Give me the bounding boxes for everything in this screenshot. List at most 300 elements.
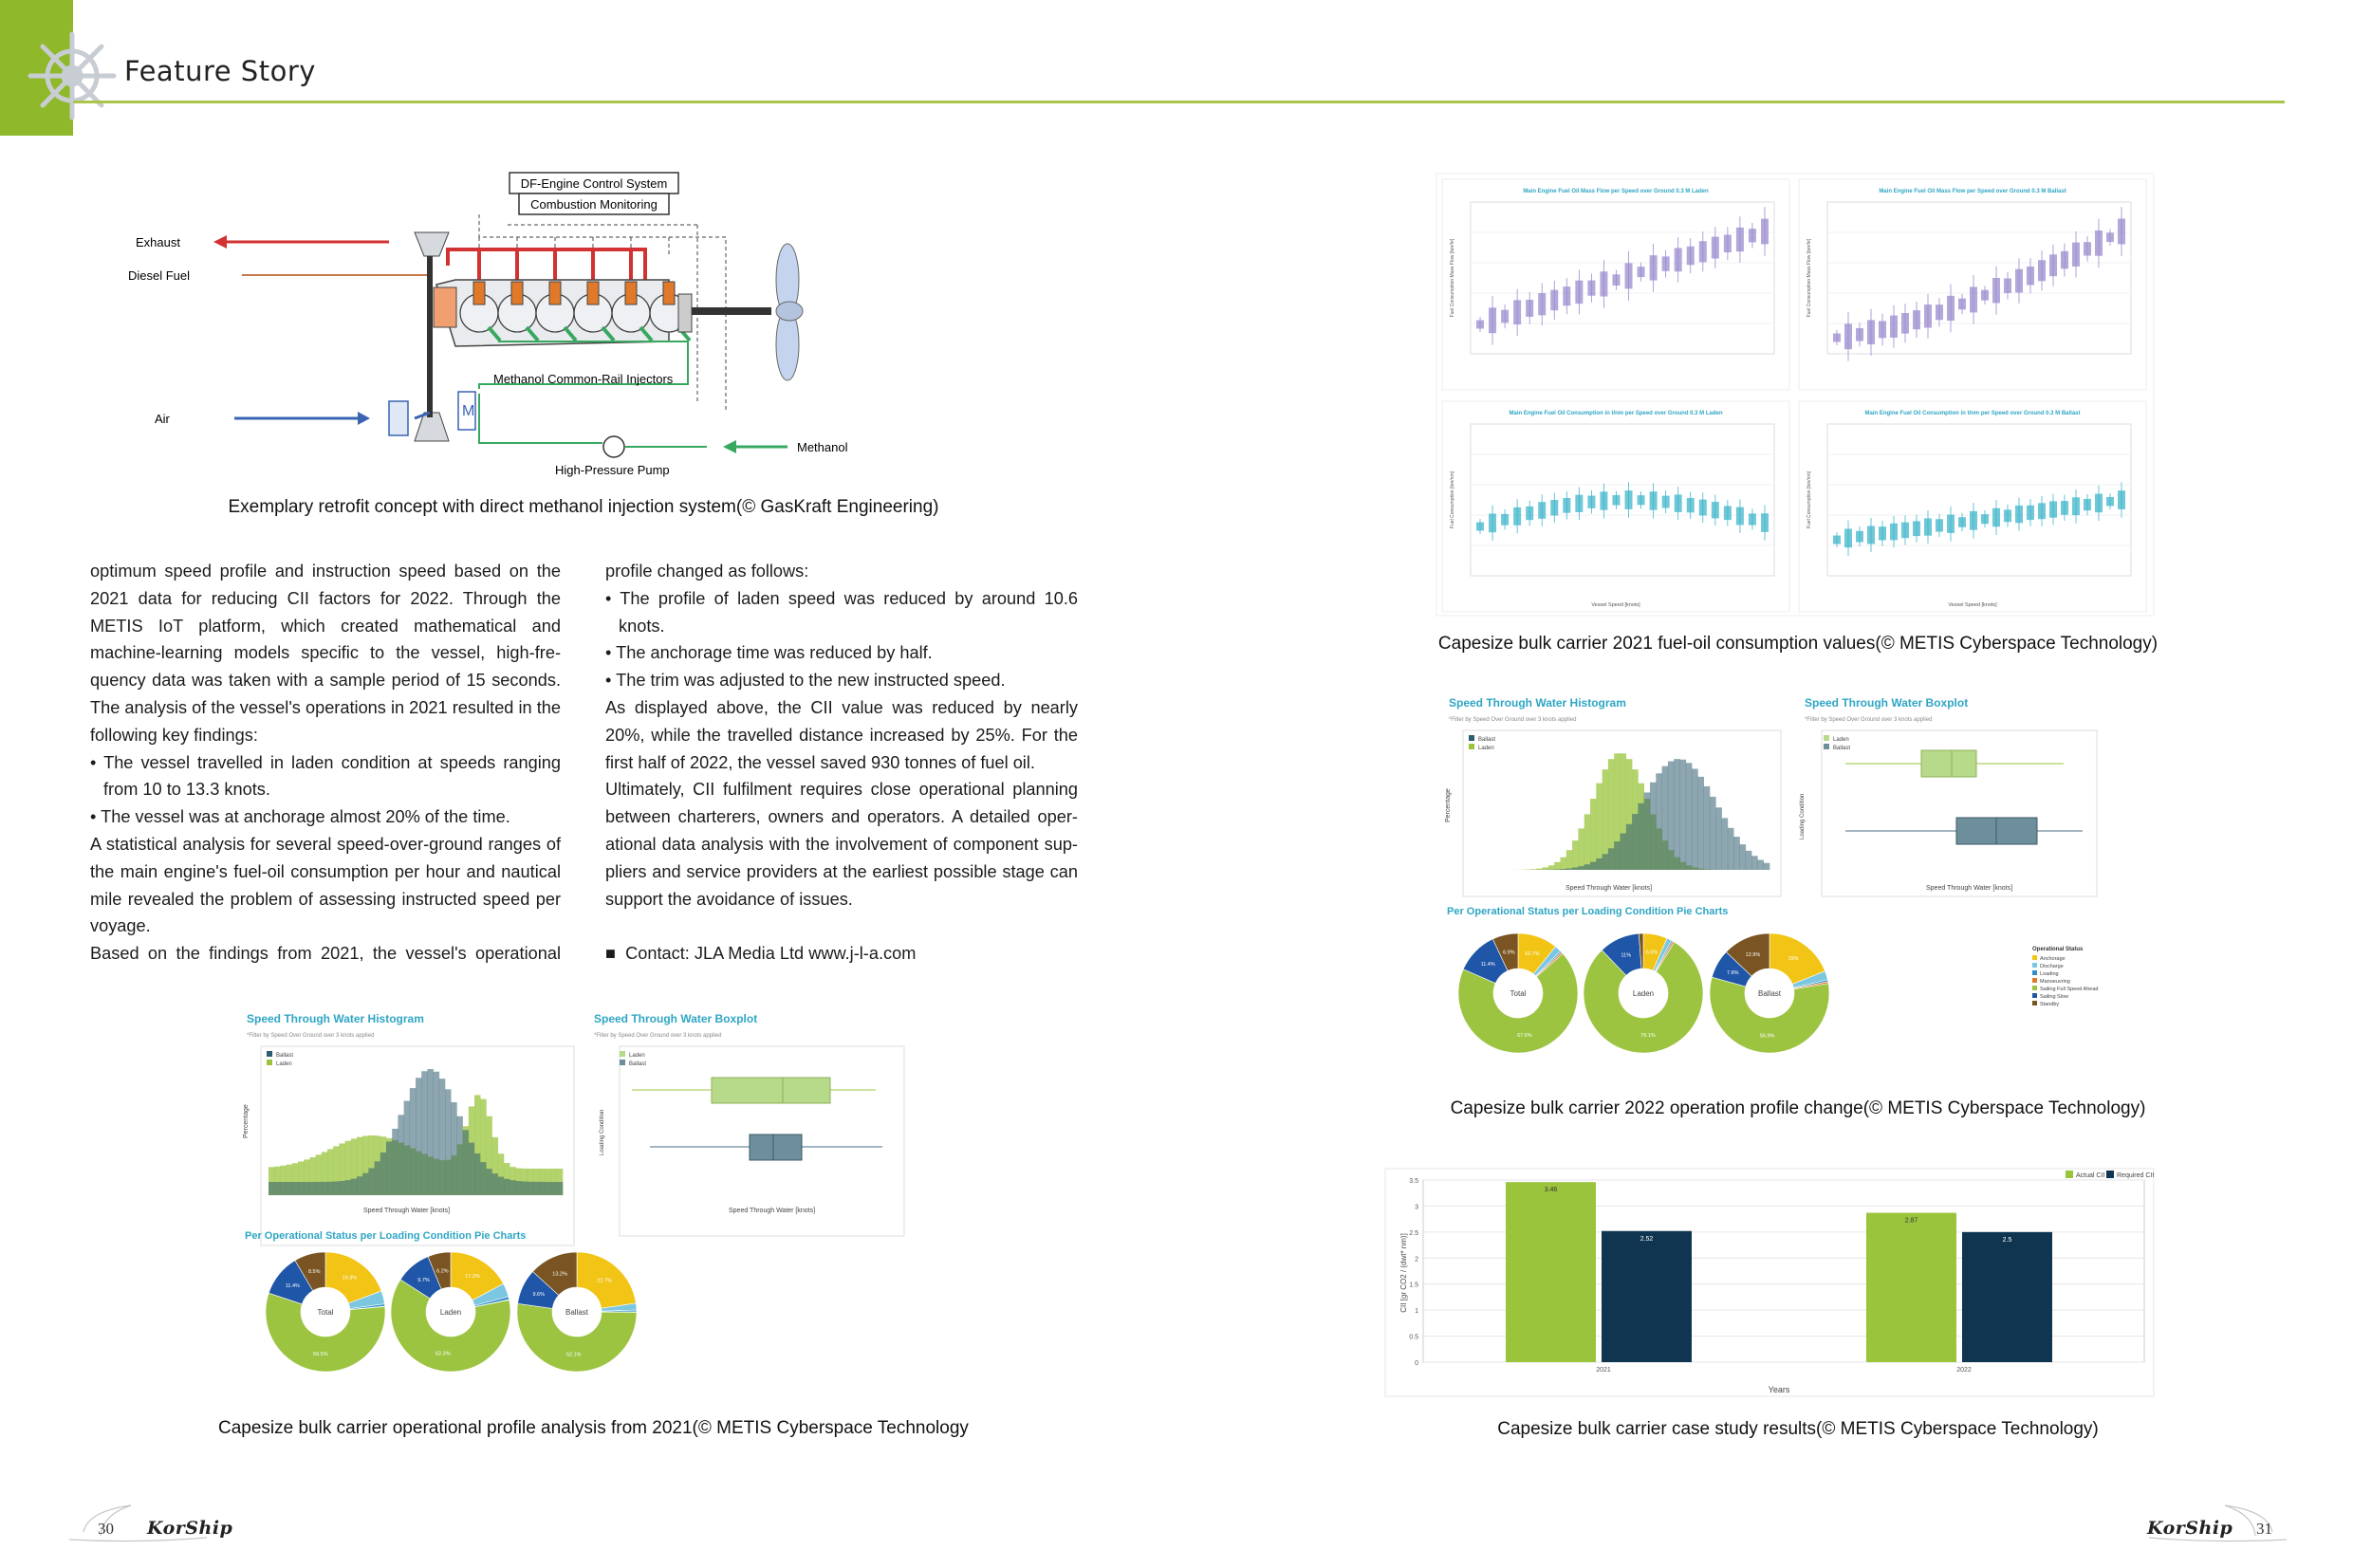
svg-text:M: M (462, 403, 475, 419)
hist-bar-ballast (274, 1182, 281, 1195)
hist-bar-ballast (522, 1182, 528, 1195)
cii-x-tick-label: 2021 (1596, 1367, 1611, 1374)
hist-bar-ballast (410, 1088, 417, 1195)
col1-para1: optimum speed profile and instruction speed based on the (90, 562, 561, 581)
consumption-box (2062, 251, 2068, 268)
consumption-box (1601, 272, 1607, 296)
contact-line (605, 940, 1078, 968)
right-box-title: Speed Through Water Boxplot (1805, 696, 1969, 710)
hist-bar-ballast (1740, 844, 1747, 870)
consumption-box (1936, 305, 1943, 320)
status-legend-swatch (2032, 986, 2037, 990)
consumption-box (1982, 515, 1989, 524)
consumption-box (2096, 231, 2103, 255)
hist-bar-laden (1590, 799, 1597, 870)
hist-bar-ballast (362, 1173, 369, 1195)
consumption-box (1845, 529, 1852, 547)
diesel-label: Diesel Fuel (128, 268, 191, 283)
consumption-box (1564, 287, 1570, 305)
status-legend-swatch (2032, 963, 2037, 968)
cii-bar-value-label: 2.52 (1640, 1235, 1654, 1243)
consumption-box (1662, 496, 1669, 507)
pump-label: High-Pressure Pump (555, 463, 670, 477)
hist-bar-ballast (480, 1162, 487, 1195)
pie-slice-label: 19.3% (342, 1275, 358, 1282)
status-legend-item: Sailing Slow (2040, 994, 2068, 1000)
hist-bar-ballast (551, 1182, 558, 1195)
article-column-1: optimum speed profile and instruction speed based on the 2021 data for reducing CII factors for 2022. Through the METIS IoT platform, which created mathematical and machine-learning models specific to the vessel, high-fre- quency data was taken with a sample period of 15 seconds. The analysis of the vessel's operations in 2021 resulted in the following key findings: • The vessel travelled in laden condition at speeds ranging from 10 to 13.3 knots. • The vessel was at anchorage almost 20% of the time. A statistical analysis for several speed-over-ground ranges of the main engine's fuel-oil consumption per hour and nautical mile revealed the problem of assessing instructed speed per voyage. Based on the findings from 2021, the vessel's operational (90, 558, 561, 968)
consumption-box (2016, 269, 2023, 292)
cii-bar-chart (1362, 1159, 2177, 1408)
hist-bar-ballast (292, 1182, 299, 1195)
hist-bar-ballast (416, 1078, 422, 1195)
consumption-box (1650, 492, 1657, 509)
hist-bar-laden (1578, 828, 1584, 870)
right-hist-title: Speed Through Water Histogram (1449, 696, 1626, 710)
header-rule (73, 101, 2285, 103)
consumption-box (2050, 502, 2057, 517)
consumption-ylabel: Fuel Consumption Mass Flow [ton/hr] (1806, 238, 1812, 318)
hist-bar-ballast (557, 1182, 564, 1195)
hist-bar-ballast (469, 1143, 475, 1195)
pie-slice-label: 62.3% (435, 1351, 451, 1357)
consumption-box (1588, 496, 1595, 507)
consumption-box (1724, 507, 1731, 520)
consumption-box (2039, 504, 2046, 519)
status-legend-item: Discharge (2040, 964, 2064, 969)
right-hist-legend-laden: Laden (1478, 746, 1494, 751)
status-legend-item: Standby (2040, 1002, 2060, 1007)
cii-legend-actual: Actual CII (2076, 1172, 2105, 1179)
diagram-control-label: DF-Engine Control System (520, 176, 668, 191)
hist-bar-ballast (316, 1182, 323, 1195)
hist-bar-ballast (545, 1182, 551, 1195)
consumption-xlabel: Vessel Speed [knots] (1591, 602, 1640, 608)
consumption-box (2028, 506, 2034, 519)
exhaust-label: Exhaust (136, 235, 180, 249)
consumption-box (1514, 507, 1521, 525)
consumption-box (1749, 230, 1755, 242)
left-pie-charts (266, 1252, 637, 1372)
consumption-box (1834, 536, 1841, 544)
cii-y-tick-label: 1.5 (1409, 1282, 1418, 1289)
consumption-box (1948, 296, 1955, 320)
hist-bar-ballast (1728, 828, 1734, 870)
consumption-box (1638, 267, 1644, 277)
air-label: Air (155, 412, 170, 426)
consumption-box (1845, 324, 1852, 349)
consumption-box (1576, 495, 1583, 511)
hist-bar-laden (1596, 784, 1603, 870)
consumption-box (1925, 305, 1932, 327)
status-legend-swatch (2032, 993, 2037, 998)
hist-bar-ballast (1674, 759, 1680, 870)
cii-y-tick-label: 0.5 (1409, 1334, 1418, 1341)
pie-slice-label: 19% (1788, 956, 1799, 963)
hist-bar-ballast (515, 1181, 522, 1195)
consumption-xlabel: Vessel Speed [knots] (1948, 602, 1997, 608)
hist-bar-ballast (1614, 841, 1621, 870)
consumption-box (1736, 507, 1743, 525)
consumption-box (1625, 264, 1632, 288)
hist-bar-ballast (1596, 858, 1603, 870)
pie-slice-label: 6.5% (1645, 950, 1658, 956)
hist-bar-ballast (1626, 824, 1633, 870)
consumption-box (1902, 523, 1909, 538)
consumption-box (1601, 492, 1607, 509)
consumption-box (2050, 255, 2057, 276)
consumption-box (1687, 498, 1694, 511)
hist-bar-ballast (1554, 869, 1561, 870)
pie-slice-label: 6.9% (1503, 950, 1515, 956)
hist-bar-ballast (498, 1177, 505, 1195)
left-footer-brand: KorShip (147, 1518, 233, 1539)
hist-bar-ballast (539, 1182, 546, 1195)
consumption-box (1625, 491, 1632, 509)
left-box-ylabel: Loading Condition (600, 1109, 605, 1155)
hist-bar-laden (1584, 814, 1591, 870)
hist-bar-ballast (1621, 834, 1627, 870)
pump-symbol (603, 436, 624, 457)
consumption-box (2107, 233, 2114, 242)
consumption-box (1699, 500, 1706, 515)
hist-bar-ballast (357, 1176, 363, 1195)
consumption-box (1857, 531, 1863, 542)
left-box-legend-laden: Laden (629, 1053, 645, 1059)
left-box-legend-ballast: Ballast (629, 1061, 647, 1067)
hist-bar-ballast (345, 1180, 352, 1195)
cii-xlabel: Years (1768, 1385, 1790, 1394)
status-legend (2032, 955, 2098, 1007)
left-box-title: Speed Through Water Boxplot (594, 1012, 758, 1025)
cii-bar-value-label: 2.87 (1904, 1217, 1918, 1225)
hist-bar-ballast (1746, 851, 1752, 870)
cii-bar (1866, 1213, 1956, 1362)
status-legend-swatch (2032, 1001, 2037, 1005)
consumption-panel-title: Main Engine Fuel Oil Consumption in t/nm per Speed over Ground 0.3 M Laden (1509, 411, 1723, 416)
cii-bar (1602, 1231, 1692, 1362)
consumption-box (2107, 497, 2114, 505)
consumption-box (1880, 527, 1886, 540)
hist-bar-ballast (1584, 864, 1591, 870)
cii-y-tick-label: 3 (1415, 1204, 1418, 1211)
consumption-box (1527, 507, 1533, 519)
pie-center-label: Ballast (565, 1308, 589, 1317)
status-legend-item: Loading (2040, 971, 2059, 977)
hist-bar-ballast (504, 1179, 510, 1195)
hist-bar-ballast (528, 1182, 534, 1195)
hist-bar-ballast (1733, 837, 1740, 870)
hist-bar-ballast (327, 1182, 334, 1195)
cii-y-tick-label: 3.5 (1409, 1178, 1418, 1185)
cii-caption: Capesize bulk carrier case study results(© METIS Cyberspace Technology) (1497, 1419, 2099, 1439)
hist-bar-ballast (1686, 763, 1693, 870)
cii-bar (1962, 1232, 2052, 1362)
right-box-xlabel: Speed Through Water [knots] (1926, 885, 2013, 892)
cii-bar-value-label: 2.5 (2002, 1236, 2012, 1244)
fuel-consumption-boxplots (1436, 174, 2154, 616)
hist-bar-ballast (386, 1141, 393, 1195)
hist-bar-ballast (463, 1130, 470, 1195)
consumption-box (1959, 518, 1966, 527)
hist-bar-ballast (1697, 777, 1704, 870)
consumption-ylabel: Fuel Consumption [ton/nm] (1806, 470, 1812, 529)
left-hist-legend-ballast: Ballast (276, 1053, 294, 1059)
consumption-box (1477, 523, 1484, 530)
injectors-label: Methanol Common-Rail Injectors (493, 372, 674, 386)
hist-bar-ballast (287, 1182, 293, 1195)
consumption-box (1749, 514, 1755, 525)
status-legend-item: Manoeuvring (2040, 979, 2070, 985)
status-legend-swatch (2032, 970, 2037, 975)
consumption-box (1993, 508, 2000, 526)
left-figure-caption: Capesize bulk carrier operational profile analysis from 2021(© METIS Cyberspace Technology (218, 1418, 969, 1438)
left-box-ballast (750, 1134, 802, 1160)
pie-slice-label: 8.5% (307, 1269, 321, 1276)
cii-y-tick-label: 2 (1415, 1256, 1418, 1264)
methanol-label: Methanol (797, 440, 848, 454)
consumption-box (2016, 506, 2023, 522)
left-hist-xlabel: Speed Through Water [knots] (363, 1208, 451, 1214)
hist-bar-ballast (1715, 807, 1722, 870)
hist-bar-ballast (309, 1182, 316, 1195)
left-box-laden (712, 1078, 830, 1103)
right-footer-brand: KorShip (2147, 1518, 2233, 1539)
hist-bar-ballast (1632, 814, 1639, 870)
hist-bar-ballast (533, 1182, 540, 1195)
cii-legend-required: Required CII (2117, 1172, 2155, 1179)
hist-bar-ballast (1656, 773, 1662, 870)
left-operational-profile-figure (240, 1005, 914, 1404)
right-box-ylabel: Loading Condition (1800, 793, 1806, 839)
pie-slice-label: 7.8% (1727, 970, 1739, 977)
consumption-box (1762, 514, 1769, 532)
hist-bar-ballast (1668, 762, 1675, 870)
consumption-box (1613, 275, 1620, 286)
pie-slice-label: 13.2% (552, 1271, 567, 1278)
right-hist-legend-ballast: Ballast (1478, 737, 1496, 743)
left-box-xlabel: Speed Through Water [knots] (729, 1208, 816, 1214)
hist-bar-ballast (434, 1072, 440, 1195)
hist-bar-ballast (269, 1182, 275, 1195)
status-legend-swatch (2032, 955, 2037, 960)
right-operational-profile-figure (1442, 690, 2144, 1088)
hist-bar-ballast (421, 1071, 428, 1195)
consumption-box (2005, 279, 2011, 292)
pie-slice-label: 17.2% (465, 1273, 480, 1280)
right-hist-ylabel: Percentage (1445, 788, 1452, 822)
hist-bar-laden (1543, 867, 1549, 870)
consumption-box (1925, 519, 1932, 535)
hist-bar-ballast (322, 1182, 328, 1195)
consumption-box (1675, 495, 1681, 511)
consumption-box (1868, 526, 1875, 544)
consumption-box (2028, 267, 2034, 285)
cii-ylabel: CII [gr CO2 / (dwt* nm)] (1399, 1233, 1408, 1313)
consumption-box (1736, 228, 1743, 250)
methanol-injection-diagram (128, 166, 991, 489)
consumption-box (2073, 243, 2080, 266)
consumption-box (1613, 495, 1620, 505)
status-legend-swatch (2032, 978, 2037, 983)
hist-bar-ballast (510, 1180, 516, 1195)
consumption-box (1762, 219, 1769, 244)
consumption-box (1588, 281, 1595, 295)
consumption-panel-title: Main Engine Fuel Oil Mass Flow per Speed over Ground 0.3 M Ballast (1879, 189, 2066, 194)
right-pie-title: Per Operational Status per Loading Condition Pie Charts (1447, 906, 1729, 917)
diagram-caption: Exemplary retrofit concept with direct methanol injection system(© GasKraft Engineering) (228, 497, 939, 517)
consumption-box (1724, 235, 1731, 252)
consumption-box (1650, 256, 1657, 280)
hist-bar-ballast (1566, 868, 1573, 870)
article-column-2: profile changed as follows: • The profile of laden speed was reduced by around 10.6 knots. • The anchorage time was reduced by half. • The trim was adjusted to the new instructed speed. As displayed above, the CII value was reduced by nearly 20%, while the travelled distance increased by 25%. For the first half of 2022, the vessel saved 930 tonnes of fuel oil. Ultimately, CII fulfilment requires close operational planning between charterers, owners and operators. A detailed oper- ational data analysis with the involvement of component sup- pliers and service providers at the earliest possible stage can support the avoidance of issues. ■ Contact: JLA Media Ltd www.j-l-a.com (605, 558, 1078, 968)
hist-bar-ballast (456, 1116, 463, 1195)
status-legend-title: Operational Status (2032, 947, 2084, 952)
right-box-laden (1921, 750, 1976, 777)
pie-slice-label: 9.6% (532, 1292, 546, 1299)
consumption-box (1502, 514, 1509, 525)
right-box-legend-laden: Laden (1833, 737, 1849, 743)
right-hist-note: *Filter by Speed Over Ground over 3 knots applied (1449, 717, 1577, 723)
hist-bar-ballast (298, 1182, 305, 1195)
right-box-note: *Filter by Speed Over Ground over 3 knots applied (1805, 717, 1933, 723)
consumption-box (2119, 491, 2125, 509)
hist-bar-ballast (404, 1101, 411, 1195)
consumption-box (1834, 334, 1841, 341)
hist-bar-ballast (1572, 868, 1579, 870)
right-box-legend-ballast: Ballast (1833, 746, 1851, 751)
consumption-box (1576, 281, 1583, 303)
consumption-box (2073, 498, 2080, 515)
consumption-box (1982, 290, 1989, 300)
left-hist-ylabel: Percentage (243, 1104, 250, 1138)
hist-bar-ballast (280, 1182, 287, 1195)
profile-caption: Capesize bulk carrier 2022 operation profile change(© METIS Cyberspace Technology) (1450, 1098, 2146, 1118)
consumption-box (1527, 301, 1533, 317)
consumption-box (1502, 310, 1509, 323)
hist-bar-laden (1530, 869, 1537, 870)
hist-bar-ballast (1692, 768, 1698, 870)
pie-slice-label: 22.7% (597, 1278, 612, 1284)
hist-bar-ballast (451, 1102, 457, 1195)
right-pie-charts (1458, 933, 1829, 1053)
hist-bar-ballast (1757, 860, 1764, 870)
consumption-ylabel: Fuel Consumption [ton/nm] (1450, 470, 1455, 529)
cii-y-tick-label: 1 (1415, 1308, 1418, 1316)
hist-bar-ballast (1638, 803, 1644, 870)
hist-bar-ballast (445, 1089, 452, 1195)
cii-bar-value-label: 3.46 (1544, 1187, 1558, 1194)
hist-bar-ballast (380, 1153, 387, 1195)
cii-bar (1506, 1182, 1596, 1362)
left-page-number: 30 (98, 1520, 114, 1538)
consumption-box (2084, 243, 2091, 255)
right-hist-xlabel: Speed Through Water [knots] (1566, 885, 1653, 892)
pie-center-label: Total (317, 1308, 334, 1317)
pie-slice-label: 79.1% (1640, 1033, 1656, 1040)
hist-bar-ballast (398, 1115, 404, 1195)
consumption-box (1948, 515, 1955, 532)
hist-bar-ballast (1680, 760, 1687, 870)
pie-center-label: Ballast (1757, 989, 1782, 998)
consumption-box (1914, 311, 1920, 329)
pie-slice-label: 11.4% (1480, 961, 1495, 968)
consumption-box (1891, 524, 1898, 540)
consumption-box (1687, 247, 1694, 265)
hist-bar-ballast (427, 1069, 434, 1195)
consumption-box (2096, 494, 2103, 512)
consumption-box (1638, 496, 1644, 505)
consumption-box (1675, 249, 1681, 271)
cii-y-tick-label: 2.5 (1409, 1229, 1418, 1237)
consumption-panel-title: Main Engine Fuel Oil Consumption in t/nm per Speed over Ground 0.3 M Ballast (1864, 411, 2081, 416)
consumption-plot-area (1471, 202, 1774, 354)
hist-bar-ballast (1662, 766, 1669, 870)
section-title: Feature Story (124, 55, 316, 87)
hist-bar-laden (1554, 862, 1561, 870)
hist-bar-ballast (1608, 848, 1615, 870)
consumption-box (1993, 279, 2000, 303)
consumption-plot-area (1471, 424, 1774, 576)
consumption-box (1539, 294, 1546, 315)
ship-wheel-icon (27, 30, 118, 121)
consumption-box (1959, 299, 1966, 309)
hist-bar-laden (1561, 858, 1567, 870)
consumption-box (2084, 499, 2091, 509)
left-pie-title: Per Operational Status per Loading Condition Pie Charts (245, 1230, 527, 1242)
consumption-box (1699, 242, 1706, 262)
pie-slice-label: 12.9% (1745, 952, 1761, 959)
contact-text: Contact: JLA Media Ltd www.j-l-a.com (625, 944, 917, 964)
pie-slice-label: 10.7% (1524, 951, 1540, 958)
consumption-box (1891, 316, 1898, 337)
pie-slice-label: 52.1% (565, 1352, 582, 1358)
consumption-box (2039, 261, 2046, 281)
consumption-box (1712, 237, 1718, 258)
hist-bar-ballast (339, 1181, 345, 1195)
pie-center-label: Total (1510, 989, 1527, 998)
hist-bar-ballast (368, 1168, 375, 1195)
pie-center-label: Laden (1632, 989, 1655, 998)
pie-slice-label: 67.6% (1517, 1032, 1532, 1039)
hist-bar-ballast (1644, 792, 1651, 870)
hist-bar-laden (1572, 840, 1579, 870)
consumption-box (1971, 511, 1977, 529)
pie-slice-label: 56.5% (313, 1352, 328, 1358)
consumption-ylabel: Fuel Consumption Mass Flow [ton/hr] (1450, 238, 1455, 318)
hist-bar-ballast (1710, 797, 1716, 870)
left-hist-legend-laden: Laden (276, 1061, 292, 1067)
pie-slice-label: 56.9% (1759, 1033, 1775, 1040)
consumption-box (1662, 257, 1669, 270)
right-page-number: 31 (2256, 1520, 2272, 1538)
hist-bar-ballast (1764, 863, 1770, 870)
hist-bar-ballast (486, 1169, 492, 1195)
consumption-box (1936, 520, 1943, 531)
cii-y-tick-label: 0 (1415, 1360, 1418, 1367)
hist-bar-laden (1566, 850, 1573, 870)
consumption-box (1712, 503, 1718, 518)
hist-bar-ballast (375, 1161, 381, 1195)
hist-bar-laden (1548, 865, 1555, 870)
consumption-box (2005, 510, 2011, 522)
hist-bar-ballast (351, 1179, 358, 1195)
left-box-note: *Filter by Speed Over Ground over 3 knots applied (594, 1033, 722, 1039)
left-hist-title: Speed Through Water Histogram (247, 1012, 424, 1025)
hist-bar-ballast (304, 1182, 310, 1195)
hist-bar-ballast (392, 1129, 398, 1195)
hist-bar-ballast (474, 1153, 481, 1195)
